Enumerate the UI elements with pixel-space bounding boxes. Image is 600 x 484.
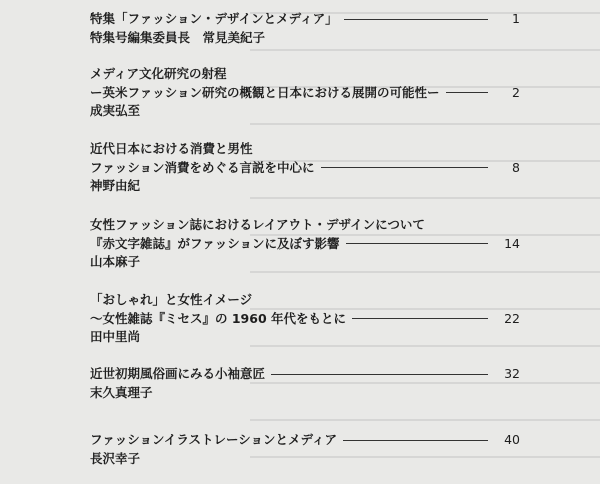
page-number: 22 bbox=[504, 310, 520, 326]
entry-author: 山本麻子 bbox=[90, 254, 141, 269]
toc-entry[interactable] bbox=[90, 216, 520, 272]
entry-subtitle: 『赤文字雑誌』がファッションに及ぼす影響 bbox=[90, 235, 340, 251]
leader-line bbox=[321, 167, 488, 168]
entry-title: 女性ファッション誌におけるレイアウト・デザインについて bbox=[90, 217, 425, 232]
page-number: 8 bbox=[512, 159, 520, 175]
page-number: 40 bbox=[504, 432, 520, 447]
page-number: 32 bbox=[504, 366, 520, 381]
entry-subtitle: ファッション消費をめぐる言説を中心に bbox=[90, 159, 315, 175]
page-number: 1 bbox=[512, 11, 520, 26]
toc-entry[interactable] bbox=[90, 291, 520, 347]
entry-author: 特集号編集委員長 常見美紀子 bbox=[90, 29, 266, 45]
entry-title: 近代日本における消費と男性 bbox=[90, 141, 253, 156]
toc-entry[interactable] bbox=[90, 431, 520, 468]
toc-entry[interactable] bbox=[90, 140, 520, 196]
toc-entry[interactable] bbox=[90, 65, 520, 121]
leader-line bbox=[271, 374, 488, 375]
entry-author: 神野由紀 bbox=[90, 178, 141, 193]
leader-line bbox=[344, 19, 488, 20]
leader-line bbox=[346, 243, 488, 244]
entry-author: 成実弘至 bbox=[90, 103, 141, 118]
entry-title: 「おしゃれ」と女性イメージ bbox=[90, 292, 253, 307]
leader-line bbox=[352, 318, 488, 319]
leader-line bbox=[446, 92, 488, 93]
entry-author: 末久真理子 bbox=[90, 384, 153, 400]
entry-subtitle: ー英米ファッション研究の概観と日本における展開の可能性ー bbox=[90, 84, 440, 100]
entry-author: 長沢幸子 bbox=[90, 450, 141, 466]
page-number: 2 bbox=[512, 84, 520, 100]
entry-title: 特集「ファッション・デザインとメディア」 bbox=[90, 11, 338, 26]
toc-entry[interactable] bbox=[90, 365, 520, 402]
leader-line bbox=[343, 440, 488, 441]
entry-title: 近世初期風俗画にみる小袖意匠 bbox=[90, 366, 266, 381]
toc-entry[interactable] bbox=[90, 10, 520, 47]
entry-subtitle: ～女性雑誌『ミセス』の 1960 年代をもとに bbox=[90, 310, 346, 326]
entry-author: 田中里尚 bbox=[90, 329, 141, 344]
entry-title: メディア文化研究の射程 bbox=[90, 66, 227, 81]
entry-title: ファッションイラストレーションとメディア bbox=[90, 432, 338, 447]
page-number: 14 bbox=[504, 235, 520, 251]
